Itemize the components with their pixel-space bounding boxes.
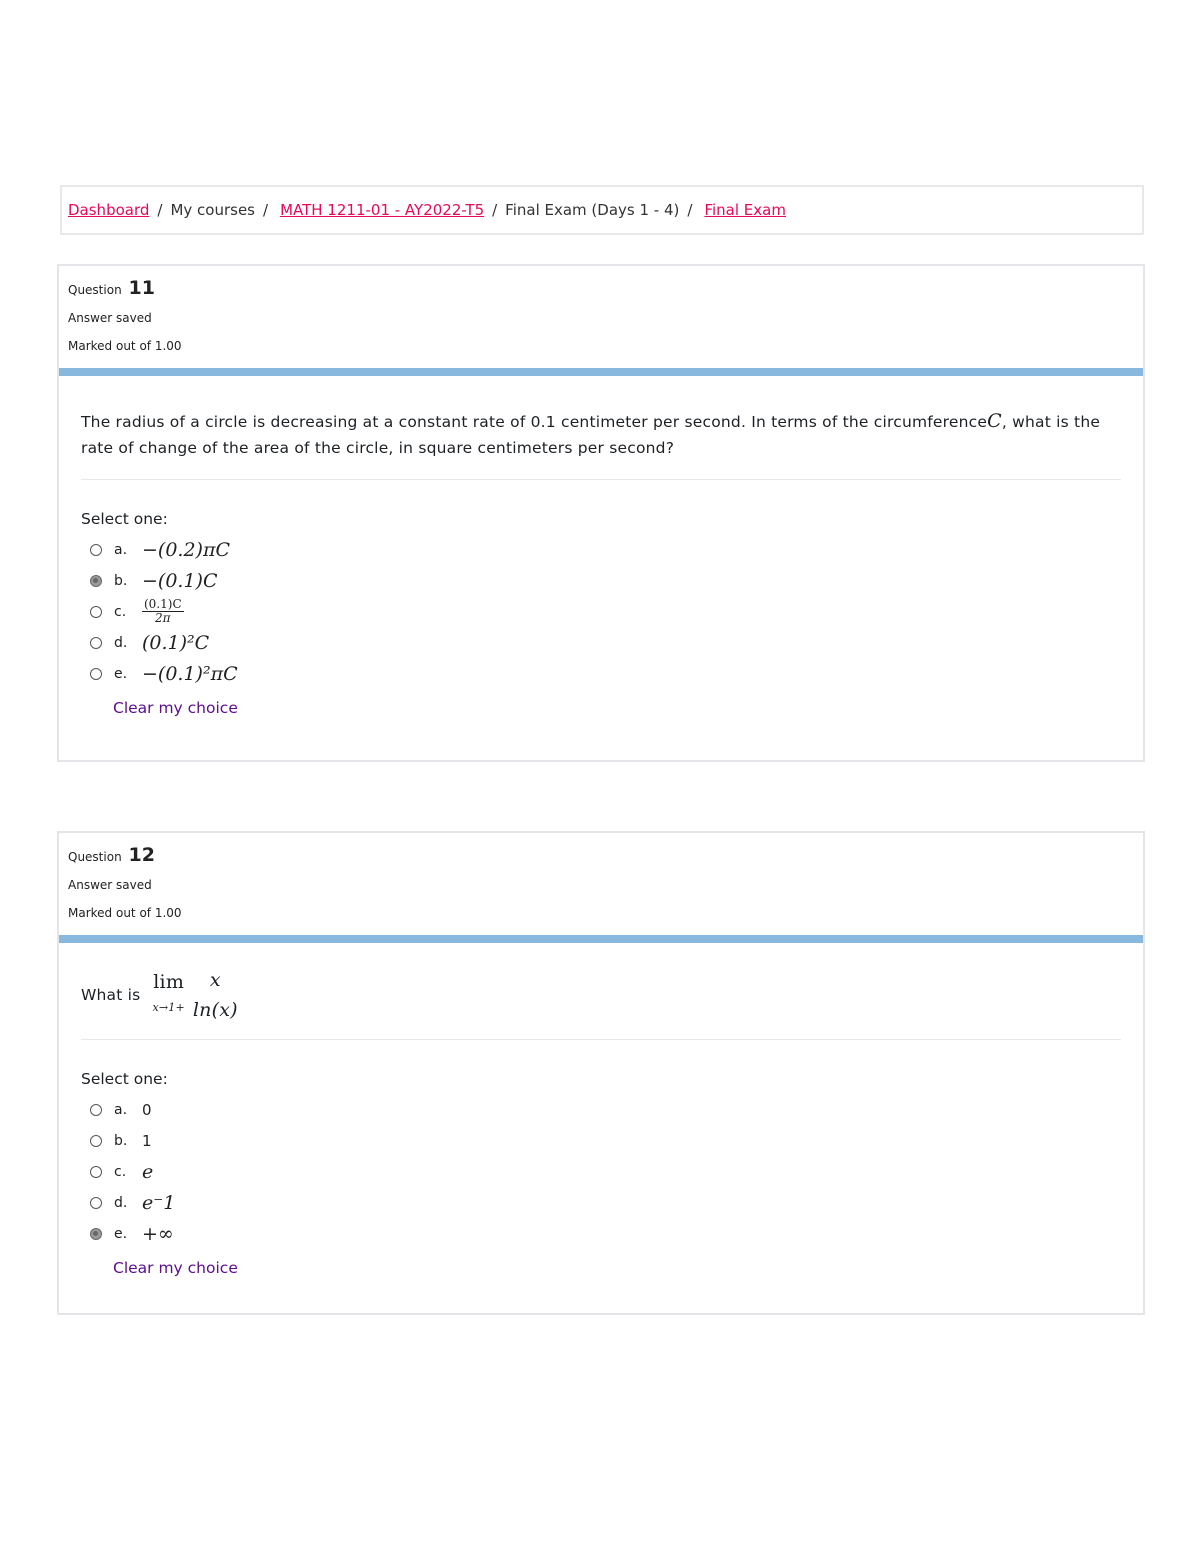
- option-letter: c.: [114, 1163, 127, 1180]
- breadcrumb-separator: /: [492, 201, 498, 219]
- answer-option-b[interactable]: [81, 565, 1121, 596]
- option-value: 0: [142, 1100, 152, 1119]
- option-letter: d.: [114, 634, 128, 651]
- breadcrumb-section: Final Exam (Days 1 - 4): [505, 201, 680, 219]
- option-letter: b.: [114, 1132, 128, 1149]
- question-text: [81, 943, 1121, 1040]
- breadcrumb: [60, 185, 1144, 235]
- option-letter: e.: [114, 665, 128, 682]
- radio-button[interactable]: [90, 637, 102, 649]
- answer-option-b[interactable]: [81, 1125, 1121, 1156]
- answer-options: [81, 1094, 1121, 1249]
- limit-denominator: ln(x): [192, 999, 238, 1021]
- question-divider-bar: [59, 368, 1143, 376]
- question-text-part: The radius of a circle is decreasing at a constant rate of 0.1 centimeter per second. In terms of the circumference: [81, 413, 988, 431]
- answer-option-a[interactable]: [81, 1094, 1121, 1125]
- question-number: [68, 841, 1143, 869]
- answer-option-c[interactable]: [81, 596, 1121, 627]
- clear-choice-link[interactable]: Clear my choice: [113, 699, 238, 717]
- select-one-prompt: Select one:: [81, 1070, 168, 1088]
- question-variable: C: [987, 410, 1002, 432]
- question-text-part: , what is the rate of change of the area of the circle, in square centimeters per second?: [81, 413, 1101, 457]
- option-letter: e.: [114, 1225, 128, 1242]
- question-text: [81, 376, 1121, 480]
- radio-button[interactable]: [90, 1197, 102, 1209]
- select-one-prompt: Select one:: [81, 510, 168, 528]
- question-state: Answer saved: [68, 878, 152, 892]
- breadcrumb-separator: /: [263, 201, 269, 219]
- question-number-value: 11: [128, 277, 155, 299]
- answer-option-e[interactable]: [81, 658, 1121, 689]
- breadcrumb-my-courses: My courses: [170, 201, 255, 219]
- question-label: Question: [68, 283, 122, 297]
- answer-options: [81, 534, 1121, 689]
- option-value: 1: [142, 1131, 152, 1150]
- option-value: e⁻1: [142, 1191, 176, 1214]
- question-grade: Marked out of 1.00: [68, 906, 182, 920]
- breadcrumb-dashboard-link[interactable]: Dashboard: [68, 201, 150, 219]
- breadcrumb-course-link[interactable]: MATH 1211-01 - AY2022-T5: [280, 201, 485, 219]
- option-letter: a.: [114, 541, 128, 558]
- option-letter: b.: [114, 572, 128, 589]
- fraction-numerator: (0.1)C: [144, 597, 182, 611]
- question-info: [59, 833, 1143, 935]
- question-number-value: 12: [128, 844, 155, 866]
- breadcrumb-separator: /: [687, 201, 693, 219]
- question-card-12: [57, 831, 1145, 1315]
- breadcrumb-separator: /: [157, 201, 163, 219]
- question-divider-bar: [59, 935, 1143, 943]
- limit-expression: [152, 965, 237, 1025]
- limit-subscript: x→1+: [152, 1001, 185, 1014]
- question-text-part: What is: [81, 986, 141, 1004]
- radio-button-selected[interactable]: [90, 575, 102, 587]
- option-fraction: [142, 598, 184, 625]
- option-letter: c.: [114, 603, 127, 620]
- radio-button[interactable]: [90, 668, 102, 680]
- limit-fraction: [193, 965, 238, 1025]
- question-label: Question: [68, 850, 122, 864]
- answer-option-a[interactable]: [81, 534, 1121, 565]
- question-grade: Marked out of 1.00: [68, 339, 182, 353]
- radio-button[interactable]: [90, 544, 102, 556]
- limit-operator: [152, 969, 184, 1021]
- answer-option-e[interactable]: [81, 1218, 1121, 1249]
- option-value: e: [142, 1160, 154, 1183]
- radio-button[interactable]: [90, 1135, 102, 1147]
- radio-button[interactable]: [90, 1166, 102, 1178]
- answer-option-c[interactable]: [81, 1156, 1121, 1187]
- question-state: Answer saved: [68, 311, 152, 325]
- breadcrumb-current-link[interactable]: Final Exam: [704, 201, 786, 219]
- radio-button[interactable]: [90, 606, 102, 618]
- radio-button[interactable]: [90, 1104, 102, 1116]
- question-card-11: [57, 264, 1145, 762]
- option-value: −(0.1)C: [142, 569, 218, 592]
- option-letter: a.: [114, 1101, 128, 1118]
- option-value: −(0.1)²πC: [142, 662, 238, 685]
- clear-choice-link[interactable]: Clear my choice: [113, 1259, 238, 1277]
- answer-option-d[interactable]: [81, 627, 1121, 658]
- question-info: [59, 266, 1143, 368]
- option-value: +∞: [142, 1222, 174, 1245]
- limit-numerator: x: [209, 969, 221, 991]
- limit-word: lim: [153, 971, 185, 993]
- radio-button-selected[interactable]: [90, 1228, 102, 1240]
- answer-option-d[interactable]: [81, 1187, 1121, 1218]
- option-letter: d.: [114, 1194, 128, 1211]
- option-value: (0.1)²C: [142, 631, 210, 654]
- option-value: −(0.2)πC: [142, 538, 230, 561]
- question-number: [68, 274, 1143, 302]
- fraction-denominator: 2π: [155, 611, 171, 625]
